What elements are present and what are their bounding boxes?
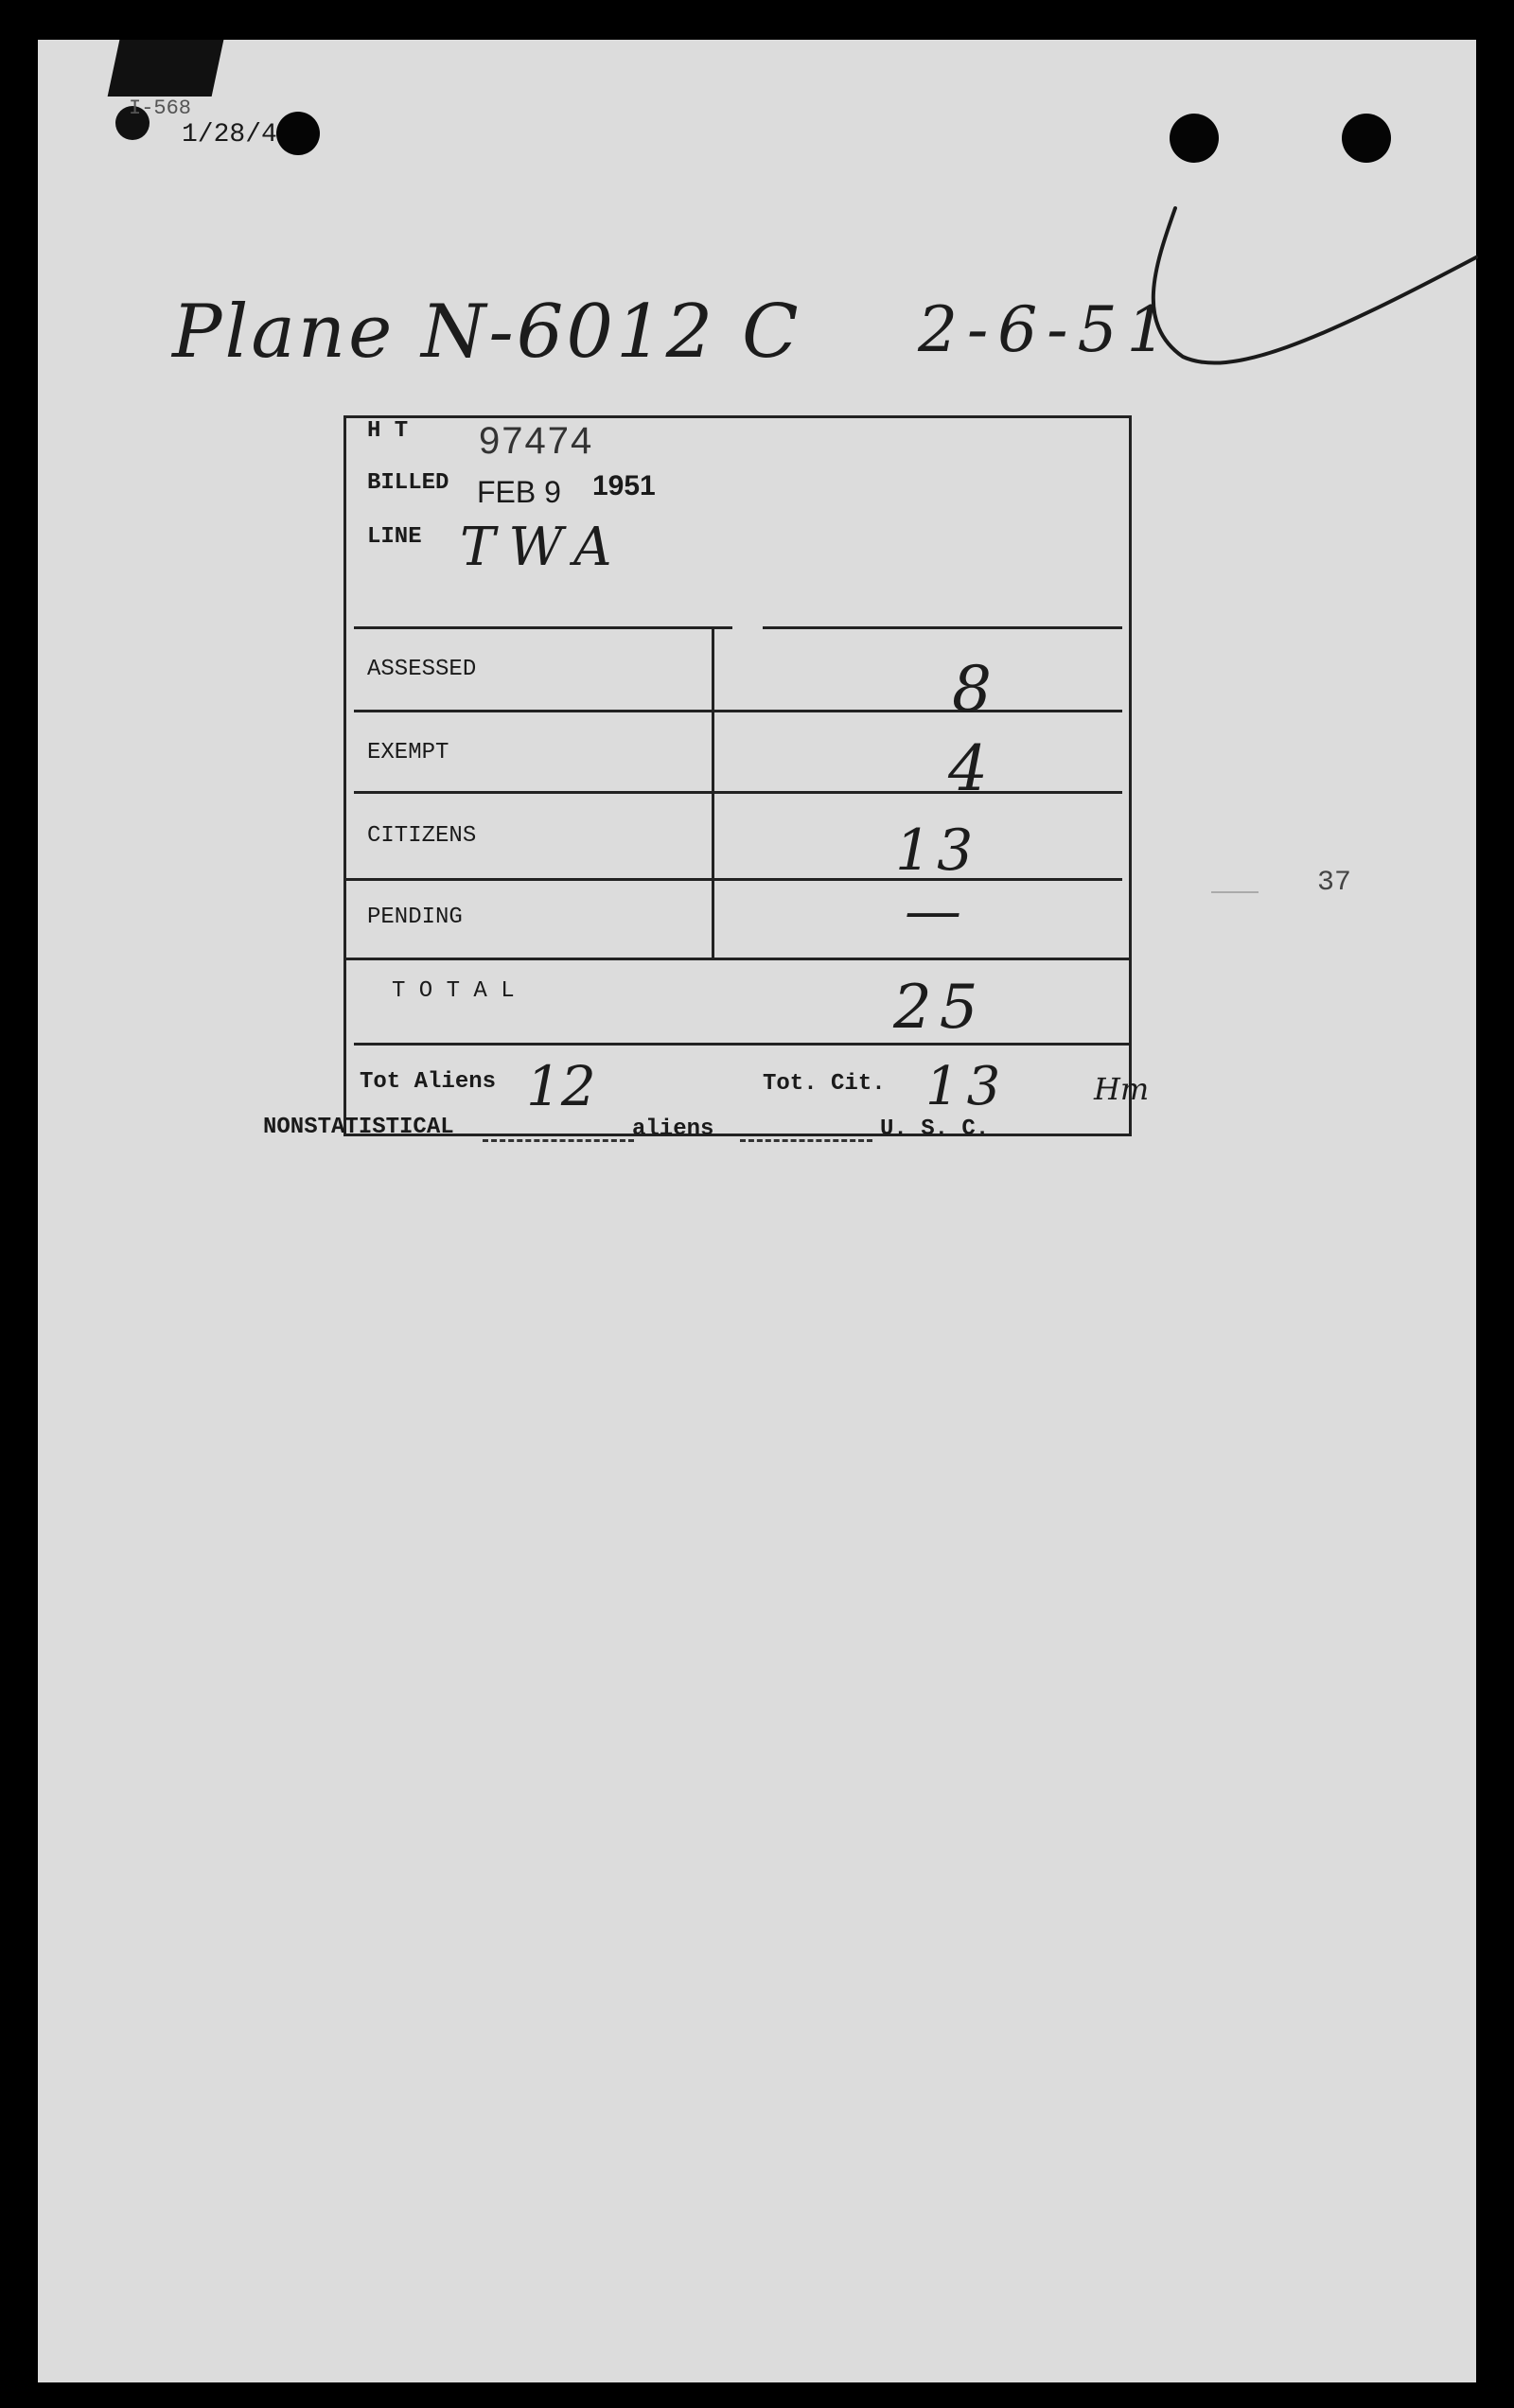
tot-cit-value: 13 (925, 1056, 1009, 1117)
punch-hole-left (1170, 114, 1219, 163)
paper-sheet (38, 40, 1476, 2382)
ht-label: H T (367, 418, 409, 444)
punch-hole-right (1342, 114, 1391, 163)
tot-cit-label: Tot. Cit. (763, 1071, 886, 1097)
punch-hole-corner (276, 112, 320, 155)
row-value-exempt: 4 (948, 732, 988, 805)
line-label: LINE (367, 524, 422, 550)
nonstatistical-label: NONSTATISTICAL (263, 1115, 454, 1140)
row-label-citizens: CITIZENS (367, 823, 477, 849)
total-label: T O T A L (392, 978, 515, 1004)
row-label-pending: PENDING (367, 905, 463, 930)
ht-number: 97474 (479, 420, 594, 462)
usc-label: U. S. C. (880, 1116, 990, 1142)
revision-date: 1/28/4 (182, 120, 277, 149)
billed-year: 1951 (592, 470, 656, 501)
margin-page-number: 37 (1317, 867, 1352, 899)
billed-date: FEB 9 (477, 475, 561, 509)
aliens-blank (483, 1139, 634, 1142)
row-value-citizens: 13 (895, 817, 979, 884)
total-value: 25 (893, 973, 986, 1043)
row-label-assessed: ASSESSED (367, 657, 477, 682)
usc-blank (740, 1139, 872, 1142)
manifest-form-box (343, 415, 1132, 1136)
margin-mark (1211, 891, 1259, 893)
header-date: 2-6-51 (918, 293, 1176, 366)
row-label-exempt: EXEMPT (367, 740, 449, 765)
row-value-assessed: 8 (952, 653, 992, 726)
billed-label: BILLED (367, 470, 449, 496)
tot-aliens-label: Tot Aliens (360, 1069, 497, 1095)
aliens-label: aliens (632, 1116, 714, 1142)
form-number: I-568 (129, 97, 192, 120)
tot-aliens-value: 12 (526, 1054, 596, 1118)
check-mark-icon (1126, 163, 1486, 380)
plane-label: Plane N-6012 C (172, 290, 801, 375)
line-value: TWA (460, 517, 625, 578)
initials: Hm (1094, 1071, 1150, 1107)
corner-damage (108, 40, 224, 97)
row-value-pending: — (905, 878, 961, 944)
